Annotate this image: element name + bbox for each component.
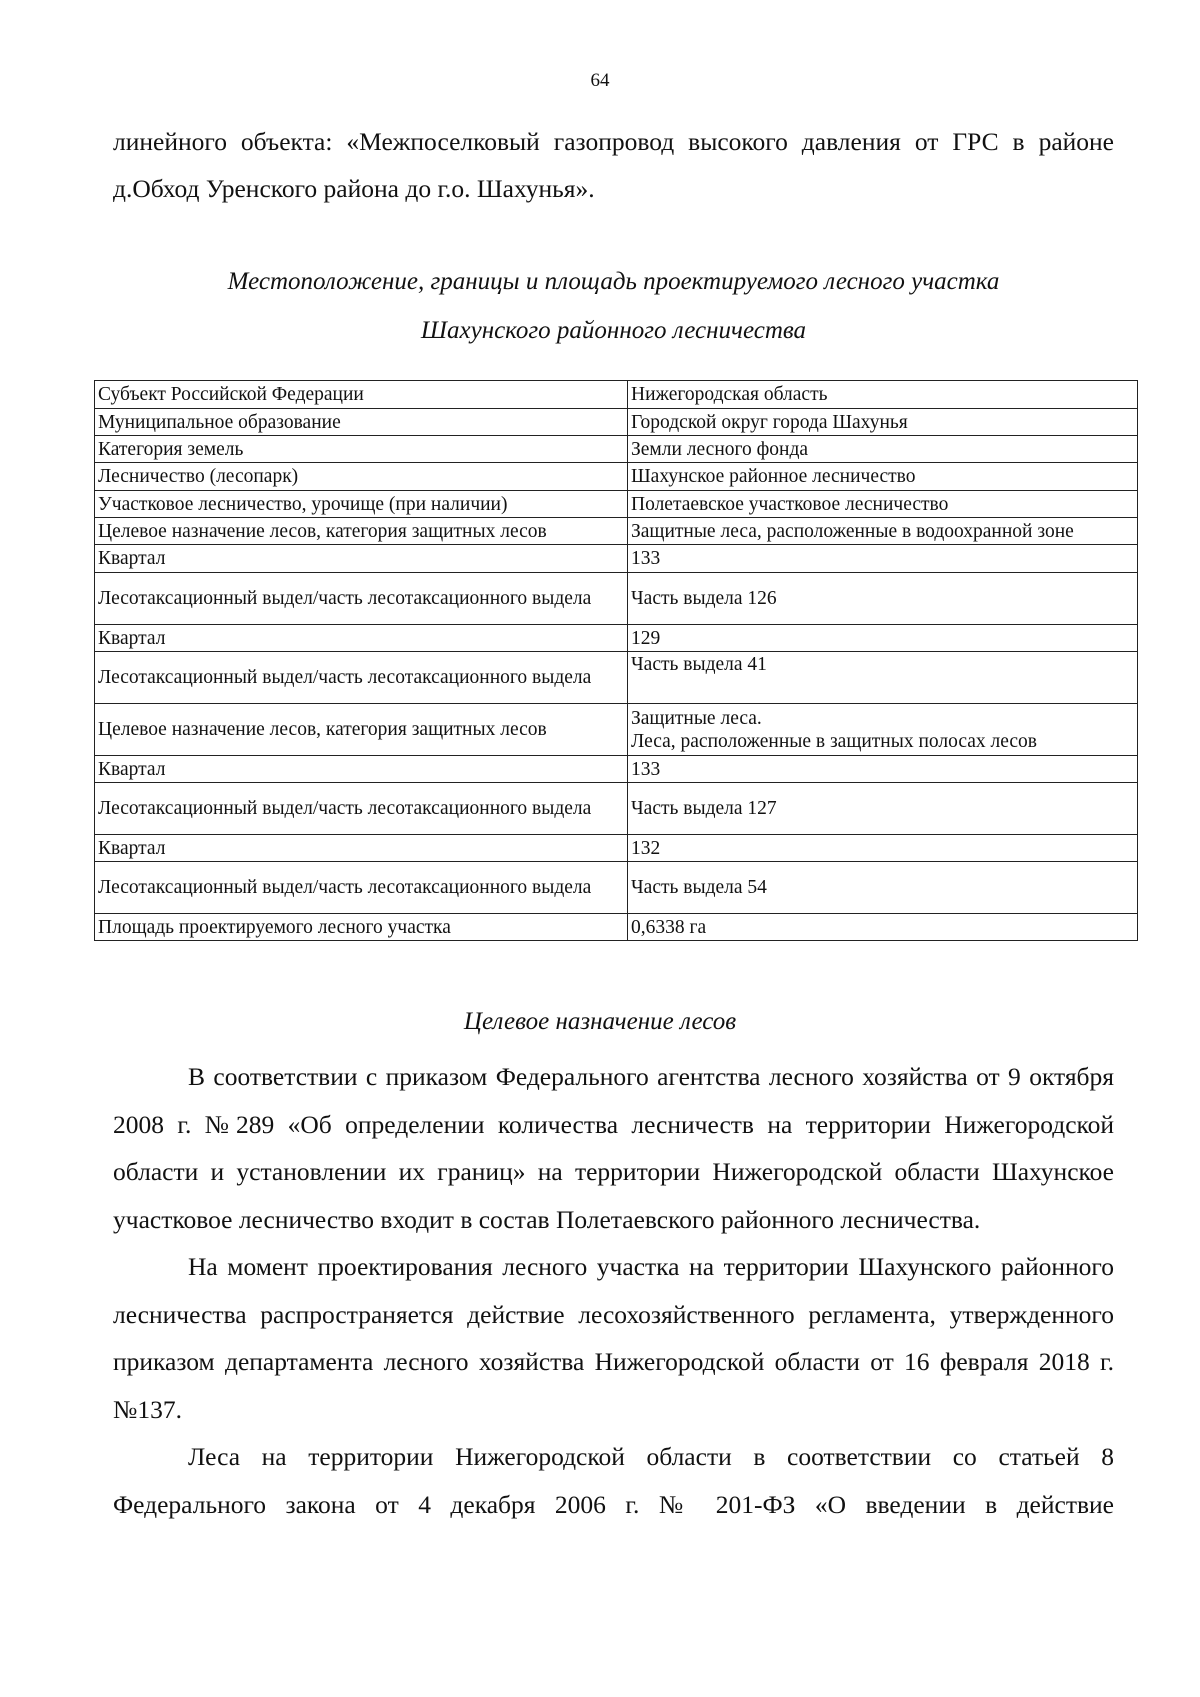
row-label: Квартал	[95, 835, 628, 862]
row-value: Часть выдела 127	[628, 783, 1138, 835]
row-value: Земли лесного фонда	[628, 436, 1138, 463]
row-label: Субъект Российской Федерации	[95, 381, 628, 409]
row-value: Шахунское районное лесничество	[628, 463, 1138, 491]
body-text	[113, 1053, 1114, 1528]
row-value: 129	[628, 625, 1138, 652]
row-label: Категория земель	[95, 436, 628, 463]
table-row	[95, 914, 1138, 941]
row-value: 133	[628, 545, 1138, 573]
row-label: Целевое назначение лесов, категория защитных лесов	[95, 518, 628, 545]
body-paragraph: На момент проектирования лесного участка на территории Шахунского районного лесничества распространяется действие лесохозяйственного регламента, утвержденного приказом департамента лесного хозяйства Нижегородской области от 16 февраля 2018 г. №137.	[113, 1252, 1114, 1424]
row-label: Квартал	[95, 756, 628, 783]
table-row	[95, 573, 1138, 625]
row-label: Квартал	[95, 625, 628, 652]
row-value: Защитные леса, расположенные в водоохранной зоне	[628, 518, 1138, 545]
table-row	[95, 862, 1138, 914]
table-row	[95, 491, 1138, 518]
section-title: Целевое назначение лесов	[463, 1008, 737, 1035]
row-label: Участковое лесничество, урочище (при наличии)	[95, 491, 628, 518]
table-row	[95, 518, 1138, 545]
table-caption-line-1: Местоположение, границы и площадь проектируемого лесного участка	[227, 268, 1000, 295]
row-value: 0,6338 га	[628, 914, 1138, 941]
row-value: Часть выдела 41	[628, 652, 1138, 704]
row-value-line: Защитные леса.	[631, 707, 762, 729]
row-label: Лесотаксационный выдел/часть лесотаксационного выдела	[95, 783, 628, 835]
table-row	[95, 436, 1138, 463]
row-label: Площадь проектируемого лесного участка	[95, 914, 628, 941]
row-label: Лесотаксационный выдел/часть лесотаксационного выдела	[95, 652, 628, 704]
row-value: Часть выдела 126	[628, 573, 1138, 625]
table-row	[95, 545, 1138, 573]
table-row	[95, 625, 1138, 652]
table-row	[95, 835, 1138, 862]
page-number: 64	[590, 70, 610, 91]
row-value: Городской округ города Шахунья	[628, 409, 1138, 436]
row-label: Лесотаксационный выдел/часть лесотаксационного выдела	[95, 862, 628, 914]
table-row	[95, 783, 1138, 835]
row-value: 133	[628, 756, 1138, 783]
table-row	[95, 704, 1138, 756]
row-value: Часть выдела 54	[628, 862, 1138, 914]
row-value: Нижегородская область	[628, 381, 1138, 409]
forest-plot-table	[94, 380, 1138, 941]
intro-paragraph: линейного объекта: «Межпоселковый газопровод высокого давления от ГРС в районе д.Обход Уренского района до г.о. Шахунья».	[113, 127, 1114, 203]
table-row	[95, 463, 1138, 491]
table-caption-line-2: Шахунского районного лесничества	[420, 317, 807, 344]
table-row	[95, 381, 1138, 409]
row-value: Полетаевское участковое лесничество	[628, 491, 1138, 518]
row-label: Квартал	[95, 545, 628, 573]
row-value	[628, 704, 1138, 756]
row-label: Целевое назначение лесов, категория защитных лесов	[95, 704, 628, 756]
row-label: Лесотаксационный выдел/часть лесотаксационного выдела	[95, 573, 628, 625]
table-row	[95, 409, 1138, 436]
body-paragraph: Леса на территории Нижегородской области в соответствии со статьей 8 Федерального закона от 4 декабря 2006 г. № 201-ФЗ «О введении в действие	[113, 1442, 1114, 1519]
row-label: Лесничество (лесопарк)	[95, 463, 628, 491]
row-label: Муниципальное образование	[95, 409, 628, 436]
row-value: 132	[628, 835, 1138, 862]
table-row	[95, 756, 1138, 783]
table-row	[95, 652, 1138, 704]
body-paragraph: В соответствии с приказом Федерального агентства лесного хозяйства от 9 октября 2008 г. №289 «Об определении количества лесничеств на территории Нижегородской области и установлении их границ» на территории Нижегородской области Шахунское участковое лесничество входит в состав Полетаевского районного лесничества.	[113, 1062, 1114, 1234]
row-value-line: Леса, расположенные в защитных полосах лесов	[631, 730, 1038, 752]
